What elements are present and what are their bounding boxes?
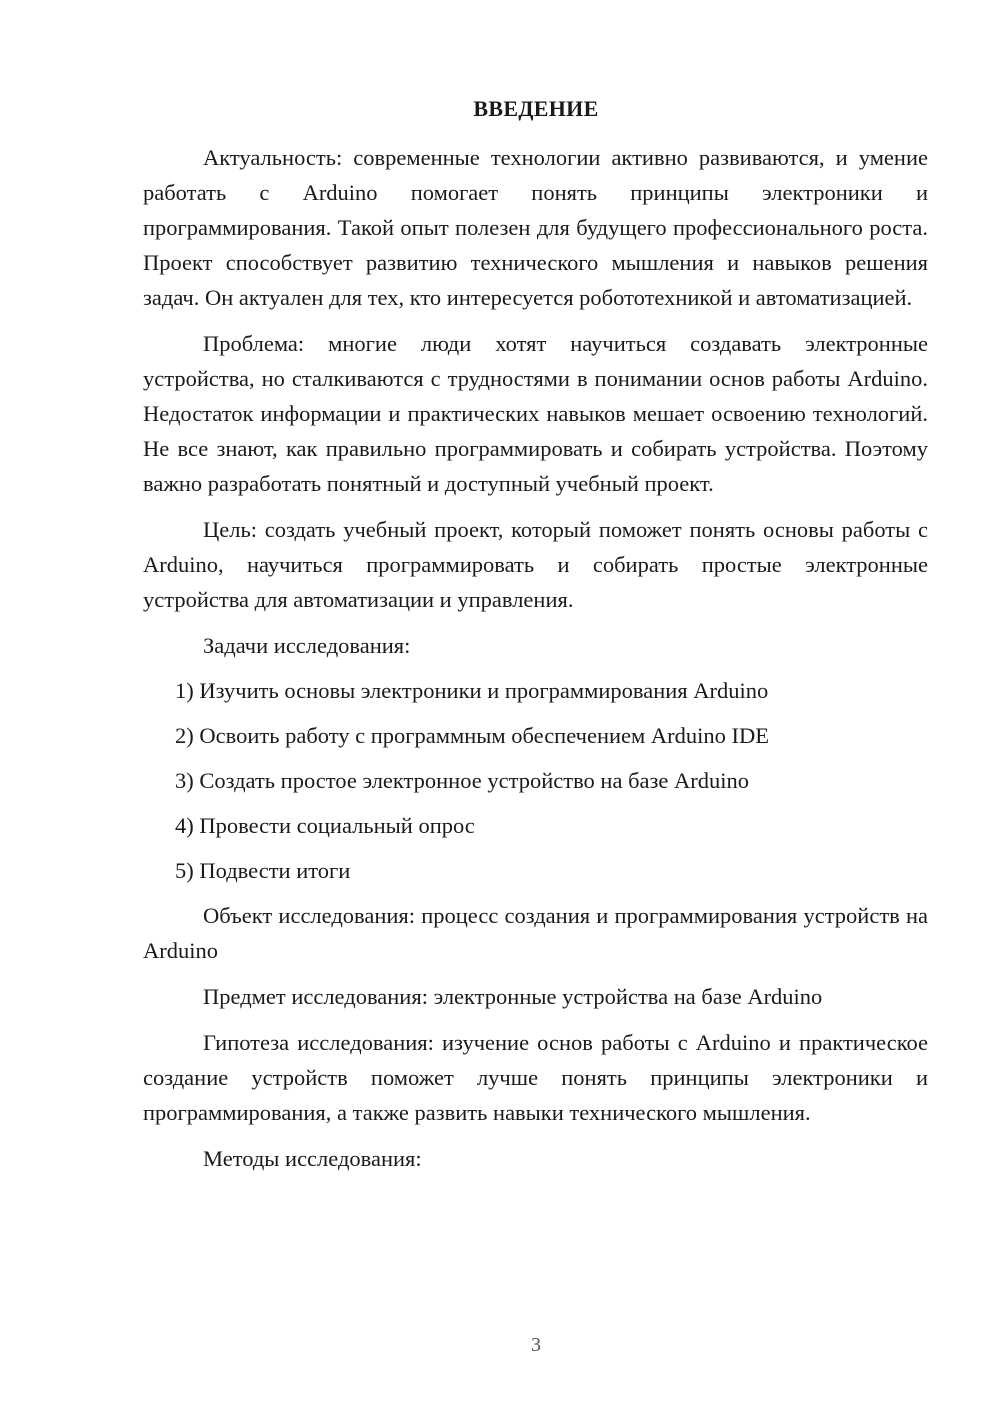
methods-title: Методы исследования:: [203, 1146, 422, 1171]
hypothesis-paragraph: Гипотеза исследования: изучение основ работы с Arduino и практическое создание устройств поможет лучше понять принципы электроники и программирования, а также развить навыки технического мышления.: [143, 1030, 928, 1125]
subject-paragraph: Предмет исследования: электронные устройства на базе Arduino: [203, 984, 823, 1009]
tasks-list: [143, 673, 928, 888]
tasks-title: Задачи исследования:: [203, 633, 411, 658]
task-item: 3) Создать простое электронное устройство на базе Arduino: [175, 768, 749, 793]
task-item: 1) Изучить основы электроники и программирования Arduino: [175, 678, 769, 703]
page-body: [143, 140, 928, 1176]
goal-paragraph: Цель: создать учебный проект, который поможет понять основы работы с Arduino, научиться программировать и собирать простые электронные устройства для автоматизации и управления.: [143, 517, 928, 612]
task-item: 4) Провести социальный опрос: [175, 813, 475, 838]
task-item: 5) Подвести итоги: [175, 858, 351, 883]
object-paragraph: Объект исследования: процесс создания и программирования устройств на Arduino: [143, 903, 928, 963]
page-number: 3: [531, 1334, 541, 1356]
task-item: 2) Освоить работу с программным обеспечением Arduino IDE: [175, 723, 769, 748]
problem-paragraph: Проблема: многие люди хотят научиться создавать электронные устройства, но сталкиваются с трудностями в понимании основ работы Arduino. Недостаток информации и практических навыков мешает освоению технологий. Не все знают, как правильно программировать и собирать устройства. Поэтому важно разработать понятный и доступный учебный проект.: [143, 331, 928, 496]
relevance-paragraph: Актуальность: современные технологии активно развиваются, и умение работать с Arduino помогает понять принципы электроники и программирования. Такой опыт полезен для будущего профессионального роста. Проект способствует развитию технического мышления и навыков решения задач. Он актуален для тех, кто интересуется робототехникой и автоматизацией.: [143, 145, 928, 310]
section-heading: ВВЕДЕНИЕ: [473, 96, 599, 121]
